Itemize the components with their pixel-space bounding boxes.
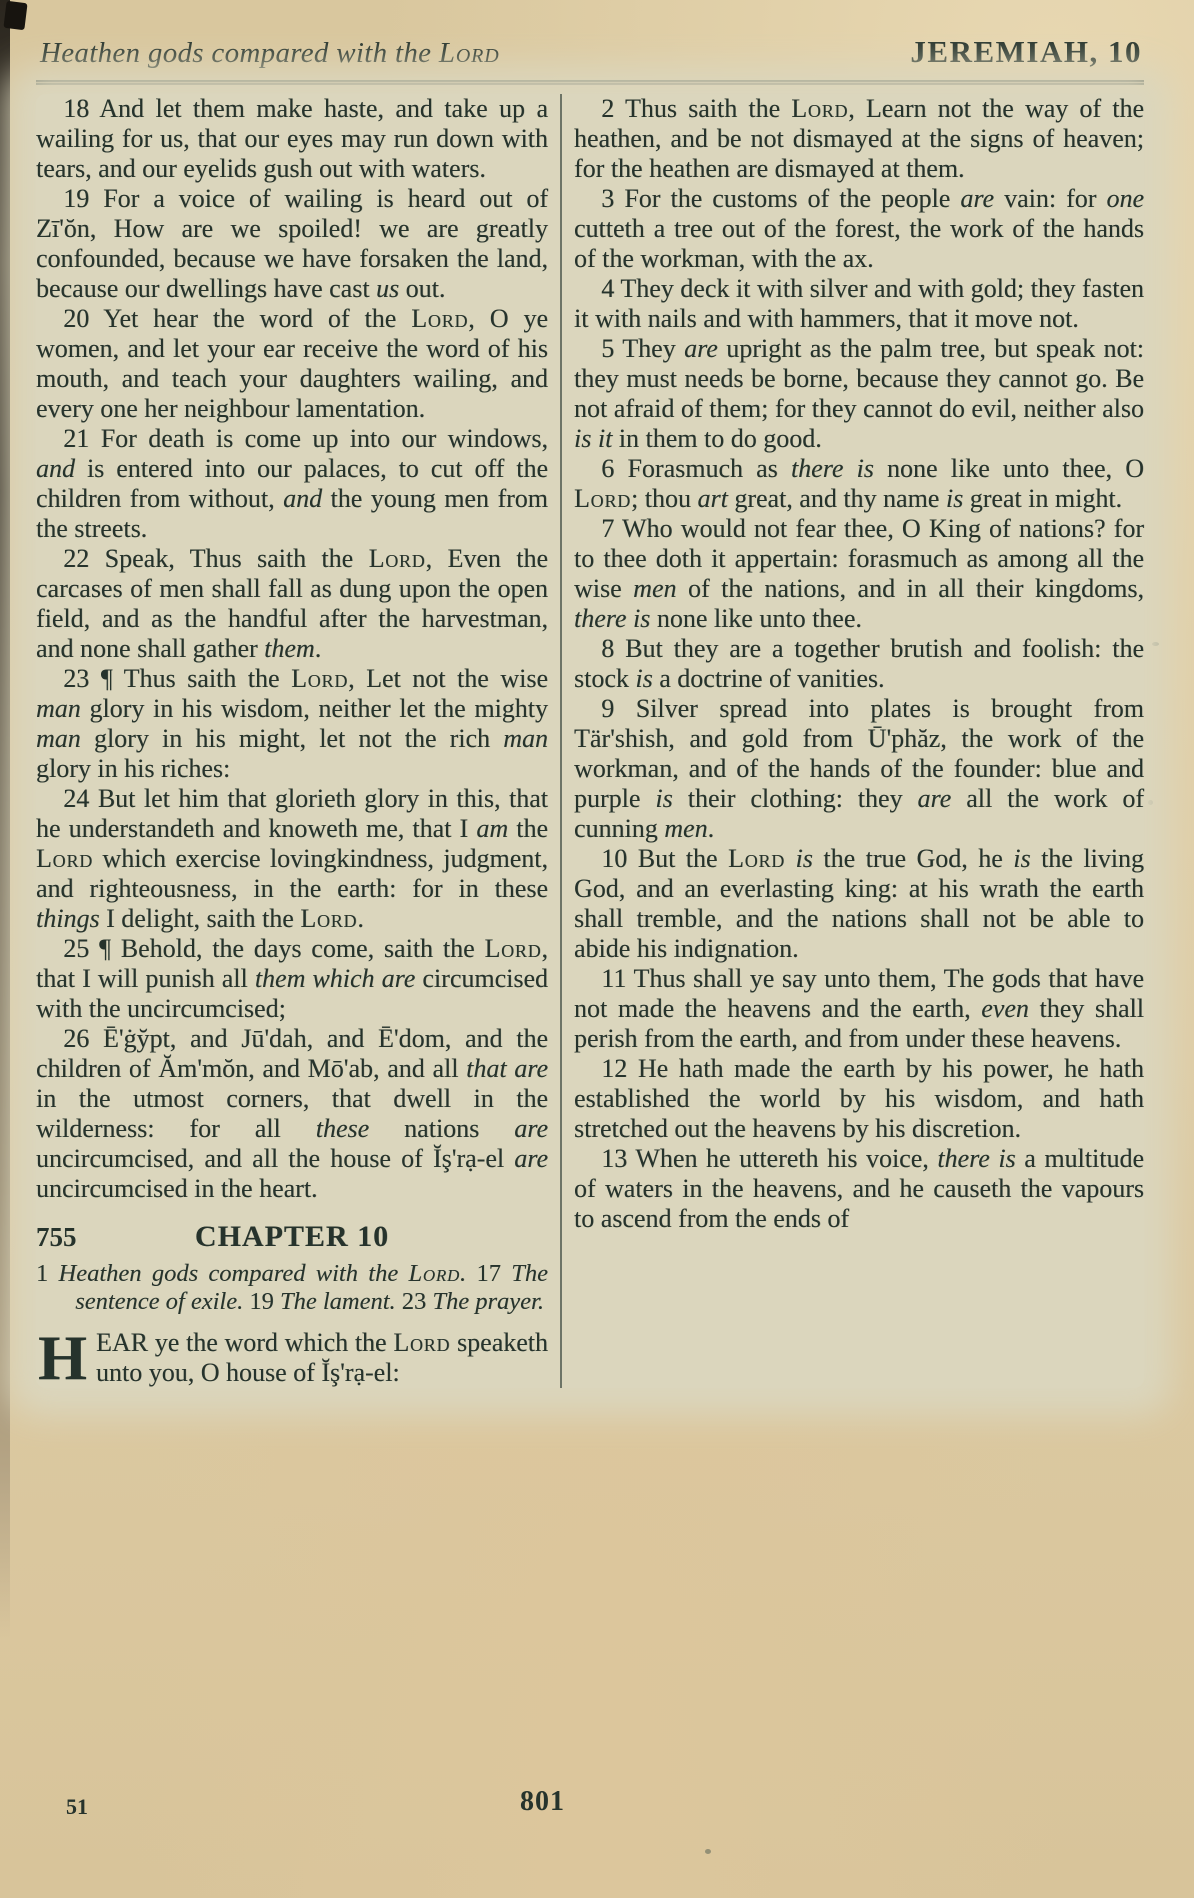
plain-text: is entered into our palaces, to cut off the children from without,	[36, 454, 548, 513]
small-caps-text: Lord	[368, 544, 426, 573]
italic-text: one	[1106, 184, 1144, 213]
plain-text: circumcised with the uncircumcised;	[36, 964, 548, 1023]
plain-text: a multitude of waters in the heavens, and he causeth the vapours to ascend from the ends of	[574, 1144, 1144, 1233]
column-left-verses	[36, 94, 548, 1204]
italic-text: man	[503, 724, 548, 753]
footer-signature-number: 51	[66, 1794, 88, 1819]
italic-text: .	[460, 1260, 467, 1287]
ink-speck	[1152, 642, 1159, 646]
running-head-title	[40, 37, 500, 70]
verse-paragraph	[574, 1144, 1144, 1234]
header-rule	[36, 80, 1144, 85]
text-columns	[36, 94, 1145, 1393]
italic-text: even	[981, 994, 1029, 1023]
plain-text: 21 For death is come up into our windows,	[63, 424, 548, 453]
plain-text: nations	[369, 1114, 515, 1143]
plain-text: uncircumcised in the heart.	[36, 1174, 318, 1203]
italic-text: men	[664, 814, 708, 843]
plain-text: 24 But let him that glorieth glory in this, that he understandeth and knoweth me, that I	[36, 784, 548, 843]
plain-text: 22 Speak, Thus saith the	[63, 544, 369, 573]
chapter-title: CHAPTER 10	[194, 1220, 390, 1253]
plain-text: uncircumcised, and all the house of Ĭş'rạ-el	[36, 1144, 515, 1173]
plain-text: their clothing: they	[672, 784, 918, 813]
verse-paragraph	[36, 424, 548, 544]
small-caps-text: Lord	[574, 484, 632, 513]
corner-ink-mark	[3, 1, 27, 30]
plain-text: , Even the carcases of men shall fall as dung upon the open field, and as the handful after the harvestman, and none shall gather	[36, 544, 548, 663]
verse-paragraph	[574, 454, 1144, 514]
italic-text: there is	[790, 454, 874, 483]
italic-text: Heathen gods compared with the	[58, 1260, 409, 1287]
italic-text: man	[36, 694, 81, 723]
verse-paragraph	[574, 1054, 1144, 1144]
italic-text: men	[633, 574, 677, 603]
verse-paragraph	[574, 274, 1144, 334]
italic-text: is	[655, 784, 673, 813]
plain-text: the young men from the streets.	[36, 484, 548, 543]
verse-paragraph	[574, 634, 1144, 694]
italic-text: there is	[937, 1144, 1016, 1173]
chapter-margin-number: 755	[36, 1222, 77, 1252]
italic-text: things	[36, 904, 100, 933]
verse-paragraph	[574, 694, 1144, 844]
plain-text: 13 When he uttereth his voice,	[601, 1144, 938, 1173]
italic-text: are	[684, 334, 718, 363]
plain-text: glory in his wisdom, neither let the mighty	[80, 694, 548, 723]
plain-text: 18 And let them make haste, and take up a wailing for us, that our eyes may run down with tears, and our eyelids gush out with waters.	[36, 94, 548, 183]
italic-text: The lament.	[279, 1288, 396, 1315]
plain-text: great, and thy name	[727, 484, 946, 513]
small-caps-text: Lord	[438, 37, 500, 69]
italic-text: are	[514, 1144, 548, 1173]
plain-text: which exercise lovingkindness, judgment, and righteousness, in the earth: for in these	[36, 844, 548, 903]
italic-text: is	[635, 664, 653, 693]
plain-text: the	[508, 814, 549, 843]
plain-text: , Let not the wise	[348, 664, 548, 693]
italic-text: is	[1013, 844, 1031, 873]
dropcap-letter: H	[38, 1323, 88, 1393]
plain-text: 11 Thus shall ye say unto them, The gods that have not made the heavens and the earth,	[574, 964, 1144, 1023]
italic-text: is it	[574, 424, 613, 453]
plain-text: 17	[466, 1260, 512, 1287]
dropcap-paragraph	[36, 1323, 548, 1393]
plain-text: upright as the palm tree, but speak not: they must needs be borne, because they cannot go. Be not afraid of them; for they cannot do evil, neither also	[574, 334, 1144, 423]
running-head-book: JEREMIAH, 10	[910, 34, 1142, 69]
italic-text: is	[795, 844, 813, 873]
italic-text: and	[283, 484, 323, 513]
plain-text: , that I will punish all	[36, 934, 548, 993]
small-caps-text: Lord	[300, 904, 358, 933]
plain-text: the true God, he	[812, 844, 1014, 873]
italic-text: there is	[574, 604, 651, 633]
column-gap	[548, 94, 574, 1388]
plain-text: a doctrine of vanities.	[652, 664, 885, 693]
plain-text: .	[314, 634, 322, 663]
verse-paragraph	[36, 304, 548, 424]
plain-text: 5 They	[601, 334, 685, 363]
plain-text: cutteth a tree out of the forest, the work of the hands of the workman, with the ax.	[574, 214, 1144, 273]
verse-paragraph	[36, 784, 548, 934]
ink-speck	[1148, 800, 1153, 805]
running-head	[0, 0, 1194, 70]
verse-paragraph	[574, 964, 1144, 1054]
italic-text: am	[476, 814, 509, 843]
italic-text: man	[36, 724, 81, 753]
plain-text: vain: for	[994, 184, 1107, 213]
plain-text: 6 Forasmuch as	[601, 454, 791, 483]
italic-text: them which are	[254, 964, 416, 993]
plain-text: .	[357, 904, 364, 933]
italic-text: Heathen gods compared with the	[40, 37, 439, 69]
italic-text: are	[917, 784, 952, 813]
plain-text: 25 ¶ Behold, the days come, saith the	[63, 934, 485, 963]
verse-paragraph	[574, 844, 1144, 964]
plain-text: speaketh unto you, O house of Ĭş'rạ-el:	[96, 1328, 548, 1387]
plain-text: 26 Ē'ġy̆pt, and Jū'dah, and Ē'dom, and the children of Ăm'mŏn, and Mō'ab, and all	[36, 1024, 548, 1083]
plain-text: none like unto thee.	[650, 604, 862, 633]
chapter-heading-row	[36, 1220, 548, 1254]
small-caps-text: Lord	[791, 94, 849, 123]
plain-text	[785, 844, 795, 873]
verse-paragraph	[36, 934, 548, 1024]
verse-paragraph	[574, 94, 1144, 184]
plain-text: EAR ye the word which the	[96, 1328, 394, 1357]
plain-text: they shall perish from the earth, and from under these heavens.	[574, 994, 1144, 1053]
verse-paragraph	[574, 514, 1144, 634]
verse-paragraph	[36, 544, 548, 664]
plain-text: 23	[395, 1288, 433, 1315]
verse-paragraph	[36, 664, 548, 784]
column-left	[36, 94, 549, 1393]
small-caps-text: Lord	[728, 844, 786, 873]
small-caps-text: Lord	[393, 1328, 451, 1357]
verse-paragraph	[36, 1024, 548, 1204]
footer-page-number: 801	[520, 1786, 565, 1817]
italic-text: that are	[466, 1054, 548, 1083]
plain-text: glory in his riches:	[36, 754, 231, 783]
plain-text: 1	[36, 1260, 59, 1287]
plain-text: 19 For a voice of wailing is heard out of Zī'ŏn, How are we spoiled! we are greatly confounded, because we have forsaken the land, because our dwellings have cast	[36, 184, 548, 303]
plain-text: glory in his might, let not the rich	[80, 724, 504, 753]
small-caps-text: Lord	[291, 664, 349, 693]
italic-text: are	[960, 184, 995, 213]
plain-text: , Learn not the way of the heathen, and be not dismayed at the signs of heaven; for the heathen are dismayed at them.	[574, 94, 1144, 183]
page-footer	[0, 1786, 1194, 1832]
plain-text: ; thou	[631, 484, 698, 513]
small-caps-text: Lord	[411, 304, 469, 333]
italic-text: them	[264, 634, 315, 663]
plain-text: in the utmost corners, that dwell in the wilderness: for all	[36, 1084, 548, 1143]
italic-text: The prayer.	[432, 1288, 544, 1315]
italic-text: us	[376, 274, 400, 303]
ink-speck	[705, 1849, 711, 1854]
plain-text: the living God, and an everlasting king: at his wrath the earth shall tremble, and the nations shall not be able to abide his indignation.	[574, 844, 1144, 963]
plain-text: 23 ¶ Thus saith the	[63, 664, 292, 693]
verse-paragraph	[574, 184, 1144, 274]
column-divider-rule	[560, 94, 562, 1388]
plain-text: none like unto thee, O	[873, 454, 1144, 483]
plain-text: 7 Who would not fear thee, O King of nations? for to thee doth it appertain: forasmuch as among all the wise	[574, 514, 1144, 603]
italic-text: and	[36, 454, 75, 483]
plain-text: 8 But they are a together brutish and foolish: the stock	[574, 634, 1144, 693]
verse-paragraph	[36, 94, 548, 184]
dropcap-verse-text	[96, 1328, 548, 1387]
plain-text: 10 But the	[601, 844, 729, 873]
italic-text: The sentence of exile.	[75, 1260, 548, 1315]
plain-text: I delight, saith the	[99, 904, 301, 933]
plain-text: out.	[399, 274, 446, 303]
plain-text: , O ye women, and let your ear receive the word of his mouth, and teach your daughters wailing, and every one her neighbour lamentation.	[36, 304, 548, 423]
plain-text: 2 Thus saith the	[601, 94, 792, 123]
plain-text: 4 They deck it with silver and with gold; they fasten it with nails and with hammers, that it move not.	[574, 274, 1144, 333]
small-caps-text: Lord	[484, 934, 542, 963]
plain-text: 12 He hath made the earth by his power, he hath established the world by his wisdom, and hath stretched out the heavens by his discretion.	[574, 1054, 1144, 1143]
column-right	[574, 94, 1144, 1388]
plain-text: .	[707, 814, 715, 843]
small-caps-text: Lord	[36, 844, 94, 873]
verse-paragraph	[574, 334, 1144, 454]
plain-text: in them to do good.	[612, 424, 822, 453]
plain-text: of the nations, and in all their kingdoms,	[676, 574, 1144, 603]
italic-text: is	[945, 484, 964, 513]
italic-text: are	[514, 1114, 548, 1143]
plain-text: 9 Silver spread into plates is brought from Tär'shish, and gold from Ū'phăz, the work of the workman, and of the hands of the founder: blue and purple	[574, 694, 1144, 813]
plain-text: 19	[243, 1288, 280, 1315]
plain-text: 3 For the customs of the people	[601, 184, 961, 213]
book-spine-shadow	[0, 0, 10, 1640]
plain-text: all the work of cunning	[574, 784, 1145, 843]
italic-text: these	[315, 1114, 370, 1143]
column-right-verses	[574, 94, 1144, 1234]
plain-text: 20 Yet hear the word of the	[63, 304, 412, 333]
italic-text: art	[697, 484, 728, 513]
chapter-summary	[36, 1260, 548, 1316]
verse-paragraph	[36, 184, 548, 304]
plain-text: great in might.	[963, 484, 1123, 513]
small-caps-text: Lord	[408, 1260, 461, 1287]
